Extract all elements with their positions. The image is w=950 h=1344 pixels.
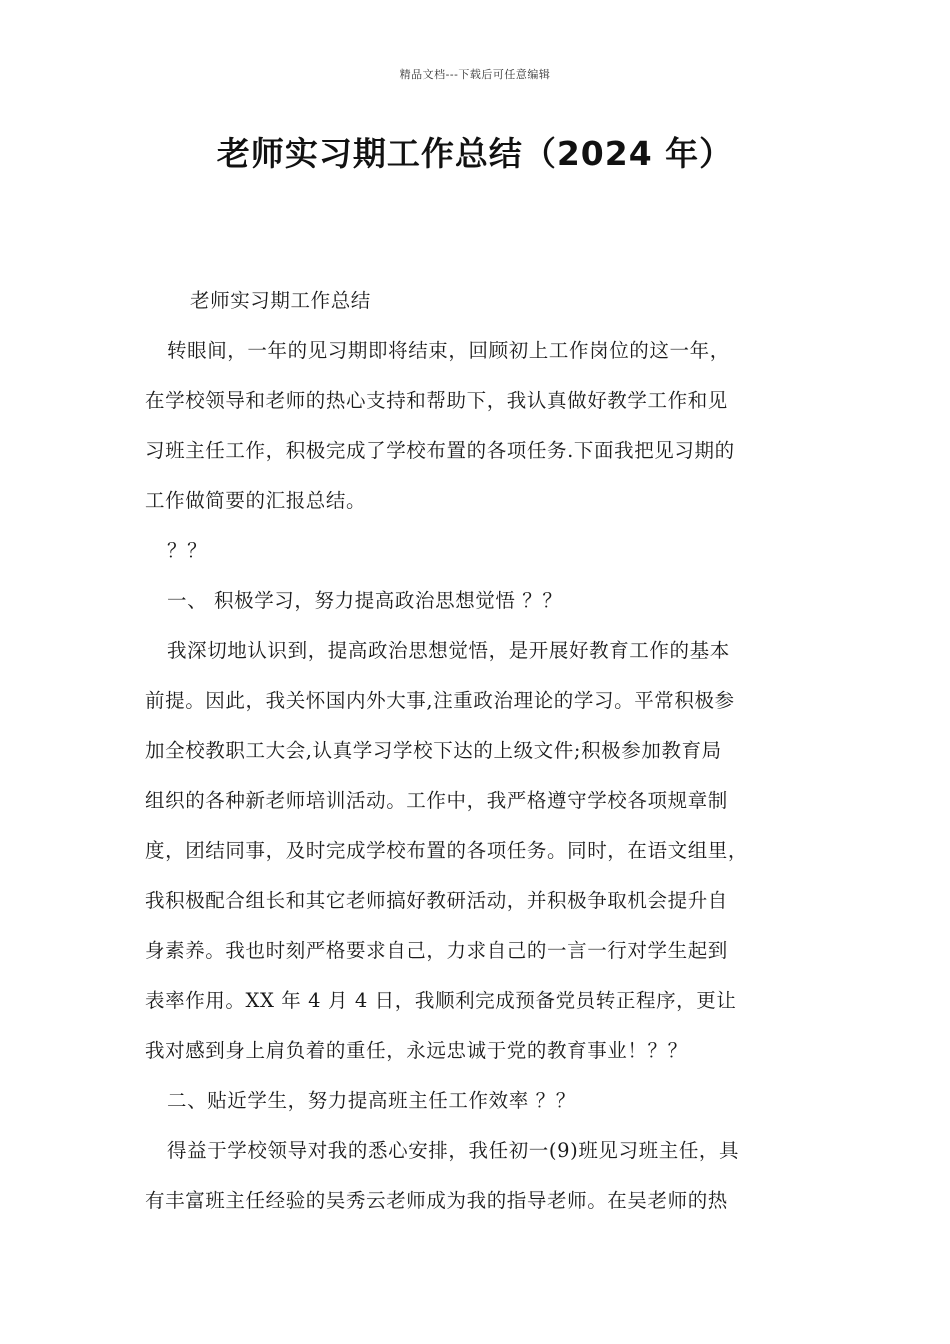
section-subtitle: 老师实习期工作总结 (190, 289, 371, 312)
header-note: 精品文档---下载后可任意编辑 (399, 68, 551, 81)
section-heading-1: 一、 积极学习，努力提高政治思想觉悟 ？？ (167, 589, 563, 612)
section-heading-2: 二、贴近学生，努力提高班主任工作效率 ？？ (167, 1089, 576, 1112)
paragraph-line: 身素养。我也时刻严格要求自己，力求自己的一言一行对学生起到 (145, 939, 728, 962)
paragraph-line: 得益于学校领导对我的悉心安排，我任初一(9)班见习班主任，具 (167, 1139, 740, 1162)
paragraph-line: 前提。因此，我关怀国内外大事,注重政治理论的学习。平常积极参 (145, 689, 735, 712)
paragraph-line: 我积极配合组长和其它老师搞好教研活动，并积极争取机会提升自 (145, 889, 728, 912)
paragraph-line: 在学校领导和老师的热心支持和帮助下，我认真做好教学工作和见 (145, 389, 728, 412)
paragraph-line: 组织的各种新老师培训活动。工作中，我严格遵守学校各项规章制 (145, 789, 728, 812)
document-title: 老师实习期工作总结（2024 年） (216, 134, 734, 173)
paragraph-line: 表率作用。XX 年 4 月 4 日，我顺利完成预备党员转正程序，更让 (145, 989, 737, 1012)
paragraph-line: 工作做简要的汇报总结。 (145, 489, 367, 512)
document-body (145, 276, 820, 1226)
paragraph-line: 习班主任工作，积极完成了学校布置的各项任务.下面我把见习期的 (145, 439, 735, 462)
paragraph-line: 度，团结同事，及时完成学校布置的各项任务。同时，在语文组里， (145, 839, 749, 862)
paragraph-line: 转眼间，一年的见习期即将结束，回顾初上工作岗位的这一年， (167, 339, 730, 362)
paragraph-line: 有丰富班主任经验的吴秀云老师成为我的指导老师。在吴老师的热 (145, 1189, 728, 1212)
paragraph-line: ？？ (167, 539, 208, 562)
paragraph-line: 我深切地认识到，提高政治思想觉悟，是开展好教育工作的基本 (167, 639, 730, 662)
paragraph-line: 我对感到身上肩负着的重任，永远忠诚于党的教育事业！？？ (145, 1039, 688, 1062)
paragraph-line: 加全校教职工大会,认真学习学校下达的上级文件;积极参加教育局 (145, 739, 722, 762)
